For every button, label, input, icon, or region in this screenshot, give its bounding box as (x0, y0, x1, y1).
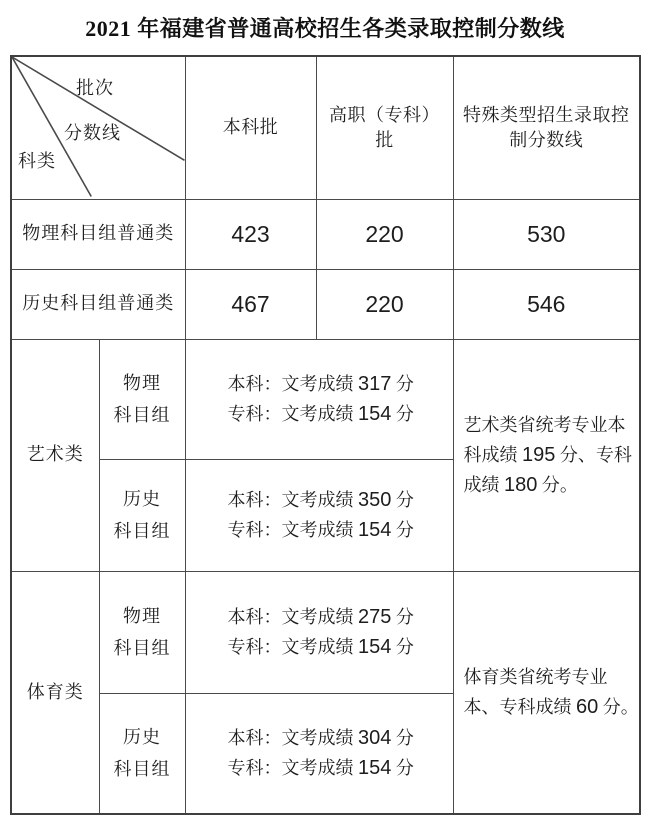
subject-group-cell: 物理 科目组 (99, 571, 185, 693)
corner-cell (11, 56, 185, 199)
benke-score-cell: 423 (185, 199, 316, 269)
section-label-sports: 体育类 (11, 571, 99, 814)
category-cell: 物理科目组普通类 (11, 199, 185, 269)
column-header-gaozhi: 高职（专科）批 (316, 56, 453, 199)
subject-group-cell: 物理 科目组 (99, 339, 185, 459)
arts-physics-scores-cell (185, 339, 453, 459)
benke-score-line: 本科：文考成绩 350 分 (227, 489, 414, 511)
arts-note-cell: 艺术类省统考专业本 科成绩 195 分、专科 成绩 180 分。 (453, 339, 640, 571)
zhuanke-score-line: 专科：文考成绩 154 分 (227, 519, 414, 541)
page-title: 2021 年福建省普通高校招生各类录取控制分数线 (85, 16, 565, 41)
zhuanke-score-line: 专科：文考成绩 154 分 (227, 403, 414, 425)
corner-label-batch: 批次 (76, 78, 114, 98)
benke-score-line: 本科：文考成绩 275 分 (227, 606, 414, 628)
benke-score-cell: 467 (185, 269, 316, 339)
table-row-history-general (11, 269, 640, 339)
column-header-benke: 本科批 (185, 56, 316, 199)
sports-note-cell: 体育类省统考专业 本、专科成绩 60 分。 (453, 571, 640, 814)
header-row (11, 56, 640, 199)
benke-score-line: 本科：文考成绩 304 分 (227, 727, 414, 750)
corner-label-score-line: 分数线 (64, 123, 121, 143)
special-score-cell: 530 (453, 199, 640, 269)
sports-physics-scores-cell (185, 571, 453, 693)
zhuanke-score-line: 专科：文考成绩 154 分 (227, 636, 414, 658)
admission-score-table (10, 55, 641, 815)
benke-score-line: 本科：文考成绩 317 分 (227, 373, 414, 395)
gaozhi-score-cell: 220 (316, 269, 453, 339)
zhuanke-score-line: 专科：文考成绩 154 分 (227, 757, 414, 780)
category-cell: 历史科目组普通类 (11, 269, 185, 339)
subject-group-cell: 历史 科目组 (99, 459, 185, 571)
arts-history-scores-cell (185, 459, 453, 571)
section-label-arts: 艺术类 (11, 339, 99, 571)
column-header-special: 特殊类型招生录取控制分数线 (453, 56, 640, 199)
table-row-arts-physics (11, 339, 640, 459)
sports-history-scores-cell (185, 693, 453, 814)
table-row-sports-physics (11, 571, 640, 693)
subject-group-cell: 历史 科目组 (99, 693, 185, 814)
gaozhi-score-cell: 220 (316, 199, 453, 269)
special-score-cell: 546 (453, 269, 640, 339)
corner-label-category: 科类 (18, 151, 56, 171)
table-row-physics-general (11, 199, 640, 269)
